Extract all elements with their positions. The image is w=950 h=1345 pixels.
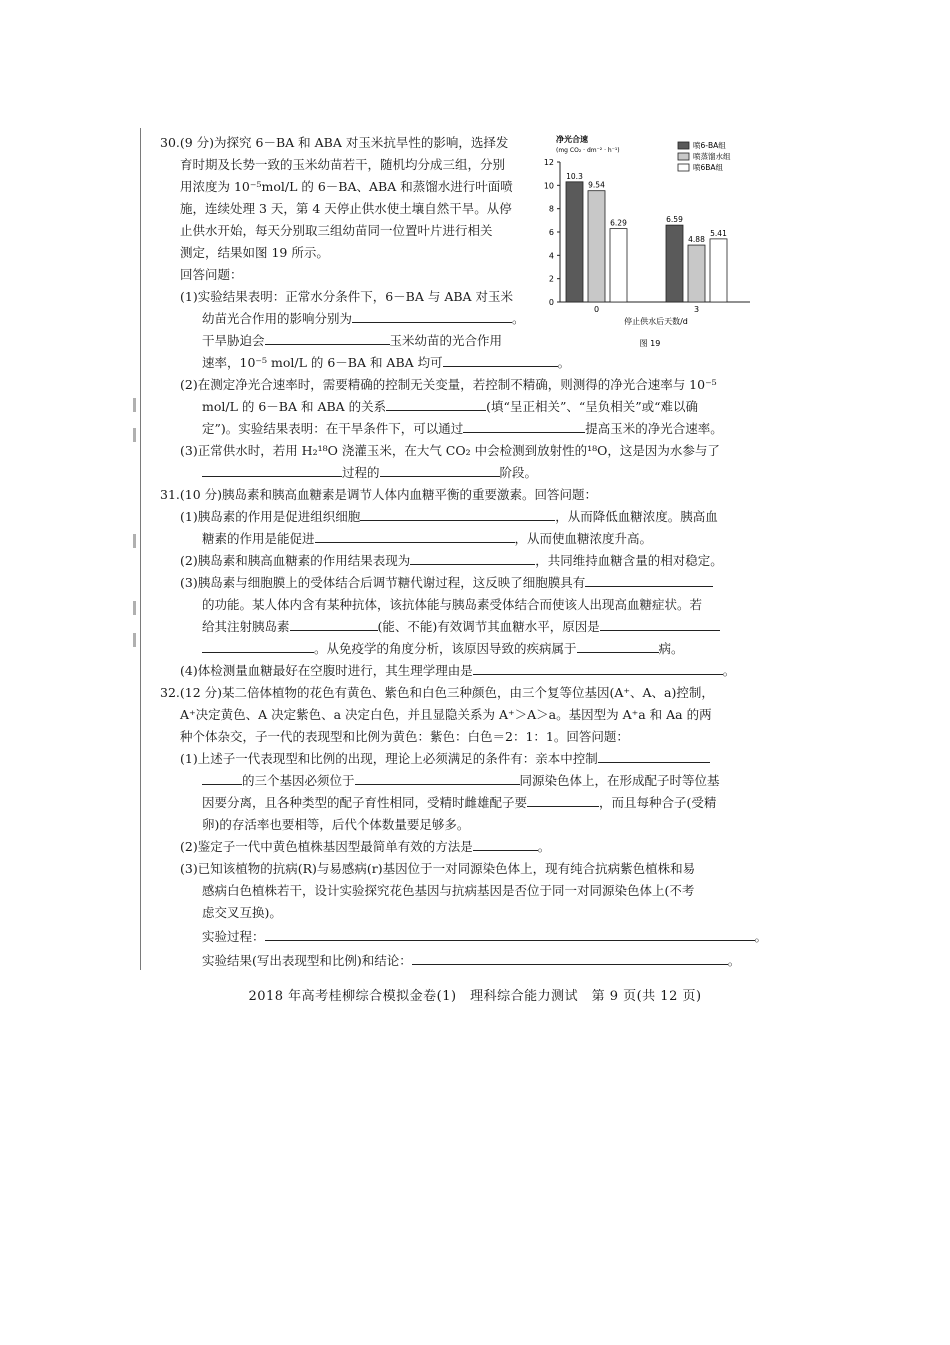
answer-blank[interactable] <box>355 770 520 785</box>
legend-label: 喷6BA组 <box>693 163 724 172</box>
bar-value-label: 5.41 <box>710 228 727 238</box>
q31-text: 糖素的作用是能促进 <box>202 531 315 546</box>
answer-blank[interactable] <box>360 506 555 521</box>
q32-text: 实验结果(写出表现型和比例)和结论： <box>202 953 412 968</box>
q30-line: 止供水开始，每天分别取三组幼苗同一位置叶片进行相关 <box>180 223 493 238</box>
legend-swatch <box>678 164 689 171</box>
q32-sub3-d <box>202 926 767 948</box>
q32-line: 32.(12 分)某二倍体植物的花色有黄色、紫色和白色三种颜色，由三个复等位基因(A⁺、A、a)控制， <box>160 685 714 700</box>
q30-text: 速率，10⁻⁵ mol/L 的 6－BA 和 ABA 均可 <box>202 355 443 370</box>
bar <box>566 182 583 302</box>
q32-text: ，而且每种合子(受精 <box>599 795 717 810</box>
answer-blank[interactable] <box>600 616 720 631</box>
answer-blank[interactable] <box>315 528 515 543</box>
q30-sub2: (2)在测定净光合速率时，需要精确的控制无关变量，若控制不精确，则测得的净光合速率与 10⁻⁵ <box>180 377 717 392</box>
q30-sub1-d <box>202 352 570 374</box>
q32-text: (2)鉴定子一代中黄色植株基因型最简单有效的方法是 <box>180 839 473 854</box>
q31-sub3-c <box>202 616 720 638</box>
y-ticks <box>544 158 560 307</box>
answer-blank[interactable] <box>598 748 710 763</box>
y-tick-label: 2 <box>548 274 554 284</box>
q32-text: (1)上述子一代表现型和比例的出现，理论上必须满足的条件有：亲本中控制 <box>180 751 598 766</box>
q30-sub2-b <box>202 396 698 418</box>
q31-text: ，从而使血糖浓度升高。 <box>514 531 653 546</box>
legend-label: 喷蒸馏水组 <box>693 152 731 161</box>
answer-blank[interactable] <box>473 836 538 851</box>
y-tick-label: 12 <box>543 158 554 167</box>
answer-blank[interactable] <box>463 418 585 433</box>
q31-text: 。从免疫学的角度分析，该原因导致的疾病属于 <box>314 641 577 656</box>
legend-swatch <box>678 142 689 149</box>
q31-text: (4)体检测量血糖最好在空腹时进行，其生理学理由是 <box>180 663 473 678</box>
q31-text: ，共同维持血糖含量的相对稳定。 <box>535 553 723 568</box>
q30-sub1-b <box>202 308 525 330</box>
bar <box>610 229 627 302</box>
q31-text: (3)胰岛素与细胞膜上的受体结合后调节糖代谢过程，这反映了细胞膜具有 <box>180 575 586 590</box>
q31-sub4 <box>180 660 735 682</box>
bar-chart-svg <box>538 132 768 352</box>
answer-blank[interactable] <box>585 572 713 587</box>
margin-mark <box>133 534 136 548</box>
q32-sub1-d: 卵)的存活率也要相等，后代个体数量要足够多。 <box>202 817 470 832</box>
x-categories <box>594 305 699 314</box>
margin-rule <box>140 128 141 970</box>
q30-sub2-c <box>202 418 723 440</box>
q32-sub3-e <box>202 950 740 972</box>
bar-value-label: 10.3 <box>566 171 583 181</box>
answer-blank[interactable] <box>527 792 599 807</box>
legend-swatch <box>678 153 689 160</box>
q30-text: 。 <box>557 355 571 370</box>
q32-text: 。 <box>727 953 741 968</box>
bar-value-label: 4.88 <box>688 235 705 245</box>
q31-sub3-b: 的功能。某人体内含有某种抗体，该抗体能与胰岛素受体结合而使该人出现高血糖症状。若 <box>202 597 703 612</box>
q30-text: mol/L 的 6－BA 和 ABA 的关系 <box>202 399 387 414</box>
answer-blank[interactable] <box>265 926 755 941</box>
q30-text: 过程的 <box>342 465 380 480</box>
y-tick-label: 10 <box>543 181 554 191</box>
q30-text: 玉米幼苗的光合作用 <box>389 333 503 348</box>
bar <box>666 225 683 302</box>
q30-sub1: (1)实验结果表明：正常水分条件下，6－BA 与 ABA 对玉米 <box>180 289 514 304</box>
q31-line: 31.(10 分)胰岛素和胰高血糖素是调节人体内血糖平衡的重要激素。回答问题： <box>160 487 598 502</box>
answer-blank[interactable] <box>577 638 659 653</box>
figure-caption: 图 19 <box>639 339 661 348</box>
q31-text: (1)胰岛素的作用是促进组织细胞 <box>180 509 361 524</box>
q31-sub1-b <box>202 528 652 550</box>
q32-sub3-c: 虑交叉互换)。 <box>202 905 282 920</box>
bar-value-label: 6.29 <box>610 218 627 228</box>
q32-text: 。 <box>537 839 551 854</box>
q32-text: 同源染色体上，在形成配子时等位基 <box>519 773 720 788</box>
q30-line: 30.(9 分)为探究 6－BA 和 ABA 对玉米抗旱性的影响，选择发 <box>160 135 509 150</box>
answer-blank[interactable] <box>352 308 512 323</box>
q32-sub1-c <box>202 792 716 814</box>
answer-blank[interactable] <box>386 396 486 411</box>
answer-blank[interactable] <box>265 330 390 345</box>
q31-text: 给其注射胰岛素 <box>202 619 290 634</box>
legend-label: 喷6-BA组 <box>693 141 726 150</box>
q30-line: 用浓度为 10⁻⁵mol/L 的 6－BA、ABA 和蒸馏水进行叶面喷 <box>180 179 513 194</box>
legend <box>678 140 731 172</box>
x-tick-label: 3 <box>693 305 700 314</box>
q32-sub2 <box>180 836 550 858</box>
q32-sub1-b <box>202 770 720 792</box>
q30-sub3: (3)正常供水时，若用 H₂¹⁸O 浇灌玉米，在大气 CO₂ 中会检测到放射性的¹⁸O，这是因为水参与了 <box>180 443 720 458</box>
bar <box>588 191 605 302</box>
figure-19-chart <box>538 132 768 352</box>
answer-blank[interactable] <box>202 462 342 477</box>
q30-sub3-b <box>202 462 537 484</box>
answer-blank[interactable] <box>410 550 535 565</box>
q31-sub3 <box>180 572 713 594</box>
q31-text: 病。 <box>658 641 684 656</box>
q32-text: 因要分离，且各种类型的配子育性相同，受精时雌雄配子要 <box>202 795 528 810</box>
q32-sub1 <box>180 748 710 770</box>
x-axis-title: 停止供水后天数/d <box>624 317 688 326</box>
answer-blank[interactable] <box>290 616 378 631</box>
answer-blank[interactable] <box>380 462 500 477</box>
q30-text: 定”)。实验结果表明：在干旱条件下，可以通过 <box>202 421 464 436</box>
q31-sub3-d <box>202 638 684 660</box>
q32-text: 实验过程： <box>202 929 265 944</box>
answer-blank[interactable] <box>202 638 314 653</box>
margin-mark <box>133 633 136 647</box>
q30-sub1-c <box>202 330 502 352</box>
margin-mark <box>133 398 136 412</box>
q31-text: (能、不能)有效调节其血糖水平，原因是 <box>377 619 600 634</box>
answer-blank[interactable] <box>443 352 558 367</box>
q32-sub3-b: 感病白色植株若干，设计实验探究花色基因与抗病基因是否位于同一对同源染色体上(不考 <box>202 883 695 898</box>
q30-text: 阶段。 <box>499 465 538 480</box>
margin-mark <box>133 601 136 615</box>
q32-sub3: (3)已知该植物的抗病(R)与易感病(r)基因位于一对同源染色体上，现有纯合抗病紫色植株和易 <box>180 861 696 876</box>
y-tick-label: 0 <box>548 298 554 307</box>
answer-blank[interactable] <box>473 660 723 675</box>
q30-text: 提高玉米的净光合速率。 <box>585 421 723 436</box>
y-axis-unit: (mg CO₂ · dm⁻² · h⁻¹) <box>556 147 620 154</box>
q30-text: 幼苗光合作用的影响分别为 <box>202 311 353 326</box>
q32-line: 种个体杂交，子一代的表现型和比例为黄色：紫色：白色＝2：1：1。回答问题： <box>180 729 629 744</box>
bar-value-label: 6.59 <box>666 215 683 225</box>
bars <box>566 172 727 302</box>
x-tick-label: 0 <box>593 305 600 314</box>
q30-text: 干旱胁迫会 <box>202 333 265 348</box>
margin-mark <box>133 428 136 442</box>
q31-text: ，从而降低血糖浓度。胰高血 <box>555 509 718 524</box>
y-tick-label: 6 <box>548 228 554 237</box>
q31-text: 。 <box>722 663 736 678</box>
y-axis-title: 净光合速 <box>556 135 588 144</box>
q31-sub2 <box>180 550 723 572</box>
q32-text: 。 <box>754 929 768 944</box>
q31-sub1 <box>180 506 718 528</box>
q30-line: 施，连续处理 3 天，第 4 天停止供水使土壤自然干旱。从停 <box>180 201 512 216</box>
q30-line: 育时期及长势一致的玉米幼苗若干，随机均分成三组，分别 <box>180 157 506 172</box>
q30-text: 。 <box>512 311 525 326</box>
q32-line: A⁺决定黄色、A 决定紫色、a 决定白色，并且显隐关系为 A⁺＞A＞a。基因型为 A⁺a 和 Aa 的两 <box>180 707 712 722</box>
page-footer: 2018 年高考桂柳综合模拟金卷(1) 理科综合能力测试 第 9 页(共 12 页) <box>248 989 702 1004</box>
q30-line: 回答问题： <box>180 267 243 282</box>
q31-text: (2)胰岛素和胰高血糖素的作用结果表现为 <box>180 553 411 568</box>
q30-line: 测定，结果如图 19 所示。 <box>180 245 329 260</box>
q30-text: (填“呈正相关”、“呈负相关”或“难以确 <box>486 399 699 414</box>
q32-text: 的三个基因必须位于 <box>242 773 355 788</box>
answer-blank[interactable] <box>202 770 242 785</box>
answer-blank[interactable] <box>412 950 728 965</box>
bar <box>688 245 705 302</box>
bar-value-label: 9.54 <box>588 180 605 190</box>
y-tick-label: 4 <box>548 251 554 261</box>
y-tick-label: 8 <box>548 204 554 214</box>
bar <box>710 239 727 302</box>
